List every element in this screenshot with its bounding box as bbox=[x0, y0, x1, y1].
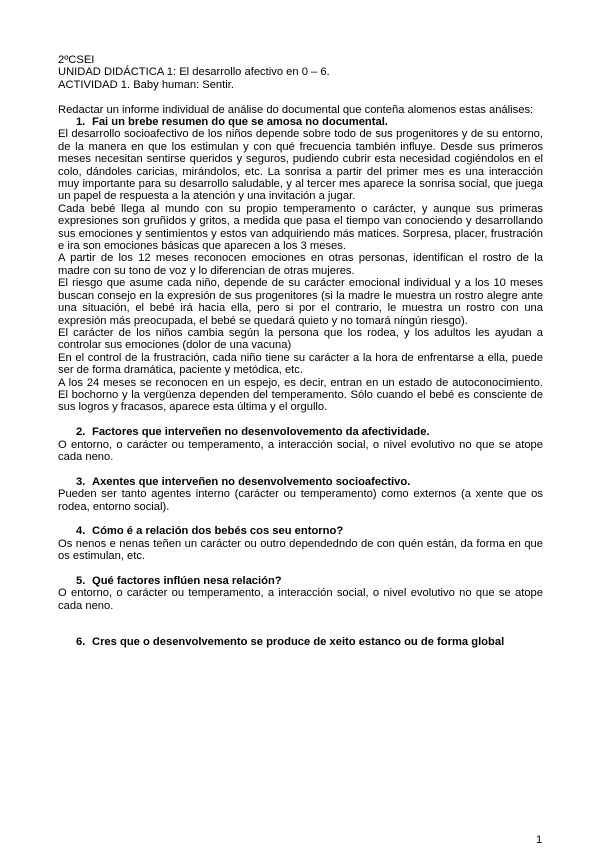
answer-paragraph: Cada bebé llega al mundo con su propio temperamento o carácter, y aunque sus primeras expresiones son gruñidos y gritos, a medida que pasa el tiempo van conociendo y desarrollando sus emociones y sentimientos y estos van adquiriendo más matices. Sorpresa, placer, frustración e ira son emociones básicas que aparecen a los 3 meses. bbox=[58, 202, 543, 253]
answer-paragraph: El carácter de los niños cambia según la persona que los rodea, y los adultos les ayudan a controlar sus emociones (dolor de una vacuna) bbox=[58, 326, 543, 352]
page-number: 1 bbox=[536, 834, 543, 846]
question-heading: 3. Axentes que interveñen no desenvolvemento socioafectivo. bbox=[76, 475, 411, 488]
answer-paragraph: O entorno, o carácter ou temperamento, a interacción social, o nivel evolutivo no que se atope cada neno. bbox=[58, 587, 543, 612]
answer-paragraph: Pueden ser tanto agentes interno (carácter ou temperamento) como externos (a xente que os rodea, entorno social). bbox=[58, 488, 543, 513]
answer-paragraph: A partir de los 12 meses reconocen emociones en otras personas, identifican el rostro de la madre con su tono de voz y lo diferencian de otras mujeres. bbox=[58, 252, 543, 277]
intro-text: Redactar un informe individual de análise do documental que conteña alomenos estas análises: bbox=[58, 103, 534, 116]
document-page bbox=[58, 54, 543, 649]
unit-title: UNIDAD DIDÁCTICA 1: El desarrollo afectivo en 0 – 6. bbox=[58, 66, 330, 79]
question-heading: 5. Qué factores inflúen nesa relación? bbox=[76, 574, 282, 587]
question-heading: 6. Cres que o desenvolvemento se produce de xeito estanco ou de forma global bbox=[76, 636, 505, 649]
course-label: 2ºCSEI bbox=[58, 54, 95, 66]
answer-paragraph: El desarrollo socioafectivo de los niños depende sobre todo de sus progenitores y de su entorno, de la manera en que los estimulan y con qué frecuencia también influye. Desde sus primeros meses necesitan sentirse queridos y seguros, pudiendo cubrir esta necesidad cogiéndolos en el colo, dándoles caricias, mirándolos, etc. La sonrisa a partir del primer mes es una interacción muy importante para su desarrollo saludable, y al tercer mes aparece la sonrisa social, que juega un papel de respuesta a la atención y una invitación a jugar. bbox=[58, 128, 543, 203]
activity-title: ACTIVIDAD 1. Baby human: Sentir. bbox=[58, 78, 234, 91]
answer-paragraph: A los 24 meses se reconocen en un espejo, es decir, entran en un estado de autoconocimiento. El bochorno y la vergüenza dependen del temperamento. Sólo cuando el bebé es consciente de sus logros y fracasos, aparece esta última y el orgullo. bbox=[58, 376, 543, 414]
question-heading: 4. Cómo é a relación dos bebés cos seu entorno? bbox=[76, 525, 344, 538]
answer-paragraph: En el control de la frustración, cada niño tiene su carácter a la hora de enfrentarse a ella, puede ser de forma dramática, paciente y metódica, etc. bbox=[58, 351, 543, 377]
question-heading: 1. Fai un brebe resumen do que se amosa no documental. bbox=[76, 116, 388, 129]
answer-paragraph: O entorno, o carácter ou temperamento, a interacción social, o nivel evolutivo no que se atope cada neno. bbox=[58, 438, 543, 463]
answer-paragraph: El riesgo que asume cada niño, depende de su carácter emocional individual y a los 10 meses buscan consejo en la expresión de sus progenitores (si la madre le muestra un rostro alegre ante una situación, el bebé irá hacia ella, pero si por el contrario, le muestra un rostro con una expresión más preocupada, el bebé se quedará quieto y no tomará ningún riesgo). bbox=[58, 277, 543, 327]
answer-paragraph: Os nenos e nenas teñen un carácter ou outro dependedndo de con quén están, da forma en que os estimulan, etc. bbox=[58, 537, 543, 563]
question-heading: 2. Factores que interveñen no desenvolovemento da afectividade. bbox=[76, 426, 430, 439]
